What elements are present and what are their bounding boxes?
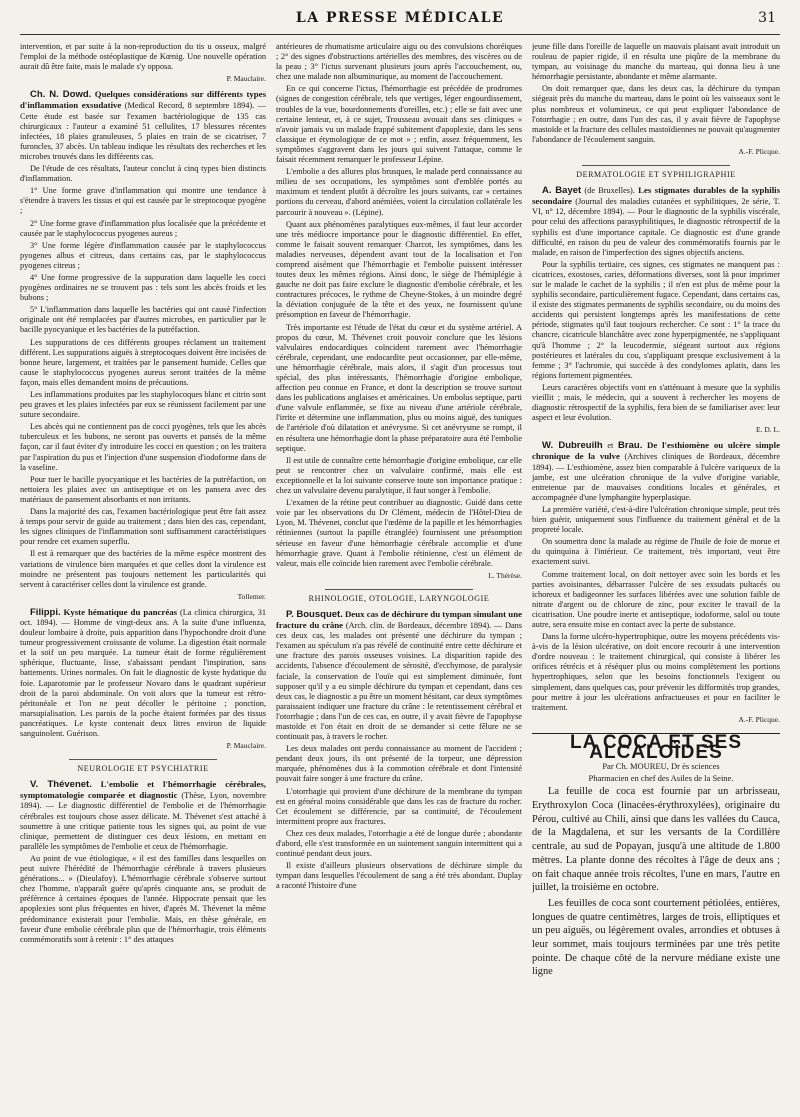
- paragraph: Quant aux phénomènes paralytiques eux-mêmes, il faut leur accorder une très médiocre importance pour le diagnostic différentiel. En effet, comme le faisait souvent remarquer Charcot, les symptômes, dans les maladies nerveuses, dépendent avant tout de la localisation et l'on comprend aisément que l'hémorrhagie et l'embolie puissent intéresser toutes deux les mêmes régions. Ainsi donc, le siège de l'hémiplégie à gauche ne doit pas faire exclure le diagnostic d'embolie cérébrale, et les contractures précoces, le rythme de Cheyne-Stokes, à un moindre degré la déviation conjuguée de la tête et des yeux, ne fournissent qu'une présomption en faveur de l'hémorrhagie.: [276, 219, 522, 320]
- paragraph: antérieures de rhumatisme articulaire aigu ou des convulsions choréiques ; 2° des signes d'obstructions artérielles des membres, des viscères ou de la peau ; 3° l'ictus survenant plusieurs jours après l'accouchement, ou, chez une malade non albuminurique, au moment de l'accouchement.: [276, 42, 522, 82]
- signature: A.-F. Plicque.: [738, 146, 780, 156]
- paragraph: Il existe d'ailleurs plusieurs observations de déchirure simple du tympan dans lesquelles l'écoulement de sang a été très abondant. Duplay a raconté l'histoire d'une: [276, 861, 522, 891]
- page-header: [20, 10, 780, 34]
- abstract-title: Les stigmates durables de la syphilis secondaire: [532, 185, 780, 207]
- abstract-source: (Medical Record, 8 septembre 1894). — Cette étude est basée sur l'examen bactériologique de 135 cas chirurgicaux : l'auteur a examiné 51 cellulites, 17 blessures récentes infectées, 18 plaies granuleuses, 5 plaies en train de se cicatriser, 7 furoncles, 37 abcès. Un tableau indique les résultats des recherches et les microbes trouvés dans les différents cas.: [20, 101, 266, 161]
- article-byline-affiliation: Pharmacien en chef des Asiles de la Seine.: [588, 773, 734, 784]
- section-heading: DERMATOLOGIE ET SYPHILIGRAPHIE: [532, 165, 780, 180]
- abstract-source: (Thèse, Lyon, novembre 1894). — Le diagnostic différentiel de l'embolie et de l'hémorrhagie cérébrales est toujours chose assez délicate. M. Thévenet s'est attaché à soumettre à une critique patiente tous les signes qui, au point de vue clinique, permettent de distinguer ces deux lésions, en mettant en parallèle les symptômes de l'embolie et ceux de l'hémorrhagie.: [20, 791, 266, 851]
- paragraph: Les inflammations produites par les staphylocoques blanc et citrin sont peu graves et les plaies infectées par eux se réunissent facilement par une suture secondaire.: [20, 390, 266, 420]
- paragraph: L'otorrhagie qui provient d'une déchirure de la membrane du tympan est en général moins considérable que dans les cas de fracture du rocher. Cet écoulement se différencie, par sa continuité, de l'écoulement intermittent propre aux fractures.: [276, 786, 522, 826]
- abstract-dowd: [20, 89, 266, 162]
- paragraph: En ce qui concerne l'ictus, l'hémorrhagie est précédée de prodromes (signes de congestion cérébrale, tels que vertiges, léger engourdissement, troubles de la vue, bourdonnements d'oreilles, etc.) ; elle se fait avec une certaine lenteur, et, à ce sujet, Trousseau avouait dans ses cliniques « n'avoir jamais vu un malade frappé subitement d'apoplexie, dans les sens classique et étymologique de ce mot » ; enfin, assez fréquemment, les symptômes s'aggravent dans les jours qui suivent l'attaque, comme le faisait récemment remarquer le professeur Lépine.: [276, 84, 522, 165]
- abstract-thevenet: [20, 779, 266, 852]
- column-1: [20, 42, 266, 1107]
- section-heading: NEUROLOGIE ET PSYCHIATRIE: [20, 759, 266, 774]
- author: A. Bayet: [542, 185, 582, 197]
- paragraph: Il est à remarquer que des bactéries de la même espèce montrent des variations de virulence bien marquées et que celles dont la virulence est moindre ne présentent pas toujours nettement les particularités qui servent à caractériser celles dont la virulence est grande.: [20, 549, 266, 589]
- signature: P. Mauclaire.: [226, 74, 266, 84]
- abstract-title: Kyste hématique du pancréas: [63, 606, 178, 617]
- paragraph: Pour la syphilis tertiaire, ces signes, ces stigmates ne manquent pas : cicatrices, exostoses, caries, déformations diverses, sont là pour imprimer sur le malade le cachet de la syphilis ; il n'en est plus de même pour la syphilis secondaire, particulièrement fugace. Cependant, dans certains cas, il existe des stigmates permanents de syphilis secondaire, ou du moins des accidents qui persistent longtemps après les manifestations de cette période, stigmates qu'il faut toujours rechercher. Ce sont : 1° la trace du chancre, cicatricule blanchâtre avec zone hyperpigmentée, ne s'appliquant qu'à l'homme ; 2° la leucodermie, siégeant surtout aux régions postérieures et latérales du cou, s'appliquant presque exclusivement à la femme ; 3° l'achromie, qui succède à des condylomes aplatis, dans les régions fortement pigmentées.: [532, 259, 780, 380]
- paragraph: Au point de vue étiologique, « il est des familles dans lesquelles on peut suivre l'hérédité de l'hémorrhagie cérébrale à travers plusieurs générations... » (Dieulafoy). L'hémorrhagie cérébrale s'observe surtout chez l'homme, n'apparaît guère qu'après cinquante ans, se produit de préférence à certaines époques de l'année. Hippocrate pensait que les apoplexies sont plus fréquentes en hiver, d'après M. Thévenet la même prédominance existerait pour l'embolie. Mais, en thèse générale, en faveur d'une embolie cérébrale plus que de l'hémorrhagie, trois éléments commémoratifs sont à retenir : 1° des attaques: [20, 853, 266, 944]
- column-3: [532, 42, 780, 1107]
- paragraph: Dans la forme ulcéro-hypertrophique, outre les moyens précédents vis-à-vis de la lésion ulcérative, on doit encore recourir à une intervention d'ordre nouveau : le traitement chirurgical, qui consiste à libérer les orifices rétrécis et à réséquer plus ou moins complètement les portions hypertrophiques, selon que les besoins fonctionnels l'exigent ou simplement, dans quelques cas, pour prévenir les difformités trop grandes, pour mettre à jour les ulcérations anfractueuses et pour en faciliter le traitement.: [532, 632, 780, 712]
- abstract-source: (Archives cliniques de Bordeaux, décembre 1894). — L'esthiomène, assez bien comparable à l'ulcère variqueux de la jambe, est une ulcération chronique de la vulve d'origine variable, entretenue par de mauvaises conditions locales et générales, et accompagnée d'une lymphangite hyperplasique.: [532, 452, 780, 502]
- paragraph: De l'étude de ces résultats, l'auteur conclut à cinq types bien distincts d'inflammation.: [20, 164, 266, 184]
- author: V. Thévenet.: [30, 779, 92, 791]
- paragraph: Les deux malades ont perdu connaissance au moment de l'accident ; pendant deux jours, ils ont présenté de la torpeur, une dépression marquée, phénomènes dus à la commotion cérébrale et dont l'intensité pouvait faire songer à une fracture du crâne.: [276, 744, 522, 784]
- paragraph: 2° Une forme grave d'inflammation plus localisée que la précédente et causée par le staphylococcus pyogenes aureus ;: [20, 218, 266, 238]
- paragraph: 3° Une forme légère d'inflammation causée par le staphylococcus pyogenes albus et citreus, dans certains cas, par le staphylococcus pyogenes citreus ;: [20, 240, 266, 270]
- paragraph: Comme traitement local, on doit nettoyer avec soin les bords et les parties avoisinantes, débarrasser l'ulcère de ses exsudats pultacés ou ichoreux et badigeonner les surfaces libérées avec une solution faible de nitrate d'argent ou de chlorure de zinc, pour exciter le travail de la cicatrisation. Une poudre inerte et antiseptique, iodoforme, salol ou toute autre, sera ensuite mise en contact avec la perte de substance.: [532, 569, 780, 629]
- paragraph: intervention, et par suite à la non-reproduction du tis u osseux, malgré l'emploi de la méthode ostéoplastique de Kœnig. Une nouvelle opération aurait dû être faite, mais le malade s'y opposa.: [20, 42, 266, 72]
- abstract-title: Quelques considérations sur différents types d'inflammation exsudative: [20, 89, 266, 111]
- author: Ch. N. Dowd.: [30, 89, 92, 101]
- author: Filippi.: [30, 606, 61, 618]
- abstract-source: (Journal des maladies cutanées et syphilitiques, 2e série, T. VI, n° 12, décembre 1894). — Pour le diagnostic de la syphilis viscérale, pour celui des affections parasyphilitiques, le diagnostic rétrospectif de la syphilis est d'une importance capitale. Ce diagnostic est d'une grande difficulté, en raison du peu de valeur des commémoratifs fournis par le malade, en raison de l'imperfection des signes objectifs anciens.: [532, 197, 780, 257]
- abstract-dubreuilh: [532, 440, 780, 503]
- conjunction: et: [607, 441, 614, 451]
- journal-title: LA PRESSE MÉDICALE: [295, 10, 505, 26]
- author: Brau.: [618, 440, 643, 452]
- abstract-source: (La clinica chirurgica, 31 oct. 1894). — Homme de vingt-deux ans. A la suite d'une influenza, douleur lombaire à droite, puis apparition dans l'hypochondre droit d'une tumeur progressivement croissante de volume. La digestion était normale et la soif un peu marquée. La tumeur était de forme régulièrement sphérique, fluctuante, lisse, s'abaissant pendant l'inspiration, sans battements. Urines normales. On fait le diagnostic de kyste hydatique du foie. Laparotomie par le professeur Novaro dans le quadrant supérieur droit de la paroi abdominale. On voit alors que la tumeur est rétro-péritonéale et l'on ne peut décoller le péritoine ; ponction, marsupialisation. Les parois de la poche étaient formées par des tissus pancréatiques. Le kyste contenait deux litres environ de liquide sanguinolent. Guérison.: [20, 607, 266, 738]
- paragraph: Les feuilles de coca sont courtement pétiolées, entières, longues de quatre centimètres, larges de trois, elliptiques et un peu aiguës, ou légèrement ovales, arrondies et obtuses à leur sommet, mais toujours terminées par une très petite pointe. De chaque côté de la nervure médiane existe une ligne: [532, 897, 780, 978]
- paragraph: On doit remarquer que, dans les deux cas, la déchirure du tympan siégeait près du manche du marteau, dans le point où les vaisseaux sont le plus nombreux et volumineux, ce qui peut expliquer l'abondance de l'otorrhagie ; en outre, dans l'un des cas, il y avait fièvre de l'apophyse mastoïde et la fracture des cellules mastoïdiennes ne pouvait qu'augmenter l'abondance de l'écoulement sanguin.: [532, 84, 780, 144]
- signature: P. Mauclaire.: [226, 741, 266, 751]
- author: P. Bousquet.: [286, 608, 343, 620]
- paragraph: Pour tuer le bacille pyocyanique et les bactéries de la putréfaction, on nettoiera les plaies avec un antiseptique et on les pansera avec des matériaux de pansement absorbants et non irritants.: [20, 474, 266, 504]
- abstract-bousquet: [276, 609, 522, 742]
- author: W. Dubreuilh: [542, 440, 603, 452]
- article-byline: Par Ch. MOUREU, Dr ès sciences: [602, 761, 720, 772]
- paragraph: Dans la majorité des cas, l'examen bactériologique peut être fait assez à temps pour servir de guide au traitement ; dans bien des cas, cependant, les signes cliniques de l'inflammation sont suffisamment caractéristiques pour rendre cet examen superflu.: [20, 507, 266, 547]
- signature: Tollemer.: [237, 591, 266, 601]
- paragraph: Il est utile de connaître cette hémorrhagie d'origine embolique, car elle peut se rencontrer chez un valvulaire confirmé, mais elle est exceptionnelle et la loi suivante conserve toute son importance pratique : chez un valvulaire devenu paralytique, il faut songer à l'embolie.: [276, 455, 522, 496]
- paragraph: Chez ces deux malades, l'otorrhagie a été de longue durée ; abondante d'abord, elle s'est transformée en un suintement sanguin intermittent qui a continué pendant deux jours.: [276, 828, 522, 859]
- author-affiliation: (de Bruxelles).: [584, 186, 635, 196]
- signature: E. D. L.: [756, 425, 780, 435]
- paragraph: Les abcès qui ne contiennent pas de cocci pyogènes, tels que les abcès tuberculeux et les bubons, ne seront pas ouverts et pansés de la même façon, car il faut éviter d'y introduire les cocci en question ; on les traitera par l'aspiration du pus et l'injection d'une suspension d'iodoforme dans de la vaseline.: [20, 422, 266, 472]
- paragraph: La feuille de coca est fournie par un arbrisseau, Erythroxylon Coca (linacées-érythroxylées), originaire du Pérou, cultivé au Chili, ainsi que dans les vallées du Cauca, de la Magdalena, et sur les versants de la Cordillère centrale, au sud de Popayan, jusqu'à une altitude de 1.800 mètres. La plante donne des récoltes à l'âge de deux ans ; on fait chaque année trois récoltes, l'une en mars, l'autre en juillet, la troisième en octobre.: [532, 786, 780, 894]
- paragraph: jeune fille dans l'oreille de laquelle un mauvais plaisant avait introduit un rouleau de papier rigide, il en résulta une piqûre de la membrane du tympan, au voisinage du manche du marteau, qui donna lieu à une hémorrhagie persistante, abondante et même alarmante.: [532, 42, 780, 82]
- signature: L. Thérèse.: [488, 570, 522, 580]
- page-number: 31: [758, 10, 776, 26]
- paragraph: Très importante est l'étude de l'état du cœur et du système artériel. A propos du cœur, M. Thévenet croit pouvoir conclure que les lésions valvulaires endocardiques coïncident rarement avec l'hémorrhagie cérébrale, cependant, une endocardite peut occasionner, par elle-même, une hémorrhagie cérébrale, mais alors, il s'agit d'un processus tout spécial, des plus intéressants, l'hémorrhagie d'origine embolique, affection peu connue en France, et dont la description se trouve surtout dans les publications anglaises et américaines. Un embolus septique, parti d'une valvule enflammée, se fixe au niveau d'une artériole cérébrale, l'irrite et détermine une inflammation, plus ou moins aiguë, des tuniques de l'artériole d'où dilatation et anévrysme. Si cet anévrysme se rompt, il en résultera une hémorrhagie dont la phase préparatoire aura été l'embolie septique.: [276, 322, 522, 453]
- paragraph: 1° Une forme grave d'inflammation qui montre une tendance à s'étendre à travers les tissus et qui est causée par le streptocoque pyogène ;: [20, 186, 266, 216]
- header-rule: [20, 34, 780, 35]
- article-title: LA COCA ET SES ALCALOÏDES: [570, 731, 742, 763]
- abstract-title: Deux cas de déchirure du tympan simulant une fracture du crâne: [276, 608, 522, 631]
- abstract-title: L'embolie et l'hémorrhagie cérébrales, symptomatologie comparée et diagnostic: [20, 779, 266, 801]
- column-2: [276, 42, 522, 1107]
- paragraph: L'examen de la rétine peut contribuer au diagnostic. Guidé dans cette voie par les observations du Dr Clément, médecin de l'Hôtel-Dieu de Lyon, M. Thévenet, conclut que l'œdème de la papille et les hémorrhagies rétiniennes (surtout la papille étranglée) fournissent une présomption sérieuse en faveur d'une hémorrhagie cérébrale accomplie et d'une hémorrhagie grave. Quant à l'embolie rétinienne, c'est un élément de valeur, mais elle coïncide bien rarement avec l'embolie cérébrale.: [276, 498, 522, 568]
- paragraph: 4° Une forme progressive de la suppuration dans laquelle les cocci pyogènes ordinaires ne se trouvent pas : tels sont les abcès froids et les bubons ;: [20, 272, 266, 303]
- abstract-filippi: [20, 607, 266, 739]
- paragraph: Les suppurations de ces différents groupes réclament un traitement différent. Les suppurations aiguës à streptocoques doivent être incisées de bonne heure, largement, et traitées par le pansement humide. Celles que cause le staphylococcus pyogenes aureus seront traitées de la même façon, mais elles demandent moins de précautions.: [20, 337, 266, 387]
- paragraph: On soumettra donc la malade au régime de l'huile de foie de morue et du quinquina à l'intérieur. Ce traitement, très important, veut être exactement suivi.: [532, 537, 780, 567]
- paragraph: Leurs caractères objectifs vont en s'atténuant à mesure que la syphilis vieillit ; mais, le médecin, qui a souvent à rechercher les moyens de diagnostic rétrospectif de la syphilis, fera bien de se familiariser avec leur aspect et leur évolution.: [532, 382, 780, 423]
- abstract-source: (Arch. clin. de Bordeaux, décembre 1894). — Dans ces deux cas, les malades ont présenté une déchirure du tympan ; l'examen au spéculum n'a pas révélé de continuité entre cette déchirure et une fracture des parois osseuses voisines. La disparition rapide des accidents, l'absence d'écoulement de sérosité, d'ecchymose, de paralysie faciale, la conservation de l'ouïe qui est simplement diminuée, font supposer qu'il y a eu simple déchirure du tympan et cependant, dans ces deux cas, le diagnostic a pu être un moment hésitant, car deux symptômes paraissaient indiquer une fracture du crâne : le retentissement cérébral et l'otorrhagie ; dans l'un de ces cas, en outre, il y avait fièvre de l'apophyse mastoïde et l'on était en droit de se demander si cette fêlure ne se continuait pas, à travers le rocher.: [276, 621, 522, 742]
- paragraph: 5° L'inflammation dans laquelle les bactéries qui ont causé l'infection originale ont été remplacées par d'autres microbes, en particulier par le bacille pyocyanique et les bactéries de la putréfaction.: [20, 305, 266, 335]
- article-body: [532, 785, 780, 979]
- abstract-bayet: [532, 185, 780, 258]
- paragraph: La première variété, c'est-à-dire l'ulcération chronique simple, peut très bien guérir, uniquement sous l'influence du traitement général et de la propreté locale.: [532, 504, 780, 535]
- signature: A.-F. Plicque.: [738, 714, 780, 724]
- paragraph: L'embolie a des allures plus brusques, le malade perd connaissance au milieu de ses occupations, les symptômes sont d'emblée portés au maximum et tendent plutôt à décroître les jours suivants, car « certaines portions du cerveau, d'abord anémiées, voient la circulation collatérale les parcourir à nouveau ». (Lépine).: [276, 167, 522, 217]
- abstract-title: De l'esthiomène ou ulcère simple chronique de la vulve: [532, 440, 780, 462]
- section-heading: RHINOLOGIE, OTOLOGIE, LARYNGOLOGIE: [276, 589, 522, 604]
